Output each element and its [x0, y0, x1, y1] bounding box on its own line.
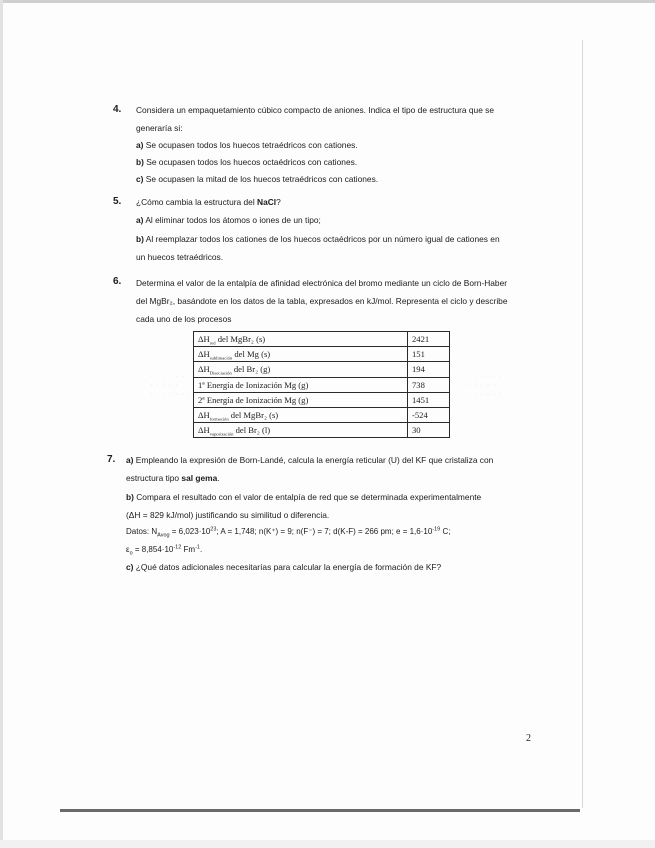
- table-value-cell: 1451: [408, 392, 450, 407]
- q4-b-text: Se ocupasen todos los huecos octaédricos con cationes.: [146, 157, 358, 167]
- scan-right-shadow: [582, 40, 583, 808]
- q4-number: 4.: [113, 104, 122, 115]
- q7-b-tag: b): [126, 492, 134, 502]
- q5-a-tag: a): [136, 215, 144, 225]
- q4-option-c: [136, 174, 378, 184]
- q6-stem-line-3: cada uno de los procesos: [136, 314, 232, 324]
- q5-option-a: [136, 215, 321, 225]
- table-row: [194, 377, 450, 392]
- table-row: [194, 332, 450, 347]
- q4-c-text: Se ocupasen la mitad de los huecos tetraédricos con cationes.: [145, 174, 379, 184]
- show-through-left: · · · · · · · · · · · · · · · · · ·: [150, 373, 191, 398]
- q4-option-a: [136, 140, 358, 150]
- q7-datos-line-1: Datos: $N_{Avog} = 6,023\cdot 10^{23}$; A = 1,748; n(K⁺) = 9; n(F⁻) = 7; d(K-F) = 266 pm; $e = 1,6\cdot 10^{-19}$ C;: [126, 526, 451, 539]
- q7-option-b-cont: (ΔH = 829 kJ/mol) justificando su similitud o diferencia.: [126, 510, 330, 520]
- q7-a-tag: a): [126, 455, 134, 465]
- q5-number: 5.: [113, 196, 122, 207]
- q5-stem-nacl: NaCl: [257, 197, 277, 207]
- enthalpy-data-table: [193, 331, 450, 438]
- table-row: [194, 392, 450, 407]
- q5-b-tag: b): [136, 234, 144, 244]
- scan-bottom-edge: [60, 809, 580, 812]
- table-label-cell: $\Delta H_{sublimación}$ del Mg (s): [194, 347, 408, 362]
- show-through-right: · · · · · · · · · · · · · · · · ·: [468, 373, 503, 398]
- q4-c-tag: c): [136, 174, 144, 184]
- table-value-cell: 738: [408, 377, 450, 392]
- q4-stem-line-2: generaría si:: [136, 123, 183, 133]
- q5-stem-post: ?: [276, 197, 281, 207]
- table-label-cell: $\Delta H_{vaporización}$ del Br₂ (l): [194, 423, 408, 438]
- table-value-cell: 30: [408, 423, 450, 438]
- q7-c-tag: c): [126, 562, 134, 572]
- q7-a-text-1: Empleando la expresión de Born-Landé, calcula la energía reticular (U) del KF que cristaliza con: [135, 455, 494, 465]
- q5-a-text: Al eliminar todos los átomos o iones de un tipo;: [145, 215, 321, 225]
- q7-a-text-2-post: .: [217, 473, 220, 483]
- q7-b-text-1: Compara el resultado con el valor de entalpía de red que se determinada experimentalmente: [136, 492, 482, 502]
- q5-b-text-1: Al reemplazar todos los cationes de los huecos octaédricos por un número igual de cationes en: [145, 234, 500, 244]
- scan-left-edge: [0, 0, 3, 848]
- table-label-cell: 2ª Energía de Ionización Mg (g): [194, 392, 408, 407]
- page-number: 2: [526, 733, 531, 744]
- table-label-cell: 1ª Energía de Ionización Mg (g): [194, 377, 408, 392]
- q4-b-tag: b): [136, 157, 144, 167]
- table-row: [194, 362, 450, 377]
- q5-option-b: [136, 234, 500, 244]
- q4-stem-line-1: Considera un empaquetamiento cúbico compacto de aniones. Indica el tipo de estructura que se: [136, 105, 495, 115]
- q4-a-tag: a): [136, 140, 144, 150]
- q7-number: 7.: [107, 454, 116, 465]
- table-row: [194, 347, 450, 362]
- table-row: [194, 423, 450, 438]
- q7-a-text-2-pre: estructura tipo: [126, 473, 180, 483]
- q4-option-b: [136, 157, 357, 167]
- table-label-cell: $\Delta H_{formación}$ del MgBr₂ (s): [194, 407, 408, 422]
- table-value-cell: 2421: [408, 332, 450, 347]
- q6-stem-line-2: del MgBr₂, basándote en los datos de la tabla, expresados en kJ/mol. Representa el ciclo y describe: [136, 296, 508, 306]
- q5-stem: [136, 197, 281, 207]
- q7-option-a: [126, 455, 493, 465]
- q7-datos-line-2: $\varepsilon_o = 8,854\cdot 10^{-12}$ $Fm^{-1}$.: [126, 544, 203, 557]
- q4-a-text: Se ocupasen todos los huecos tetraédricos con cationes.: [145, 140, 358, 150]
- q7-option-a-cont: [126, 473, 220, 483]
- table-value-cell: -524: [408, 407, 450, 422]
- q5-stem-pre: ¿Cómo cambia la estructura del: [136, 197, 255, 207]
- q5-option-b-cont: un huecos tetraédricos.: [136, 252, 224, 262]
- q7-option-b: [126, 492, 481, 502]
- q6-stem-line-1: Determina el valor de la entalpía de afinidad electrónica del bromo mediante un ciclo de Born-Haber: [136, 278, 508, 288]
- q7-option-c: [126, 562, 441, 572]
- table-label-cell: $\Delta H_{red}$ del MgBr₂ (s): [194, 332, 408, 347]
- table-value-cell: 151: [408, 347, 450, 362]
- table-value-cell: 194: [408, 362, 450, 377]
- scan-top-edge: [0, 0, 655, 3]
- q7-sal-gema: sal gema: [181, 473, 218, 483]
- scan-bottom-margin: [0, 840, 655, 848]
- table-label-cell: $\Delta H_{Disociación}$ del Br₂ (g): [194, 362, 408, 377]
- q6-number: 6.: [113, 276, 122, 287]
- q7-c-text: ¿Qué datos adicionales necesitarías para calcular la energía de formación de KF?: [135, 562, 442, 572]
- table-row: [194, 407, 450, 422]
